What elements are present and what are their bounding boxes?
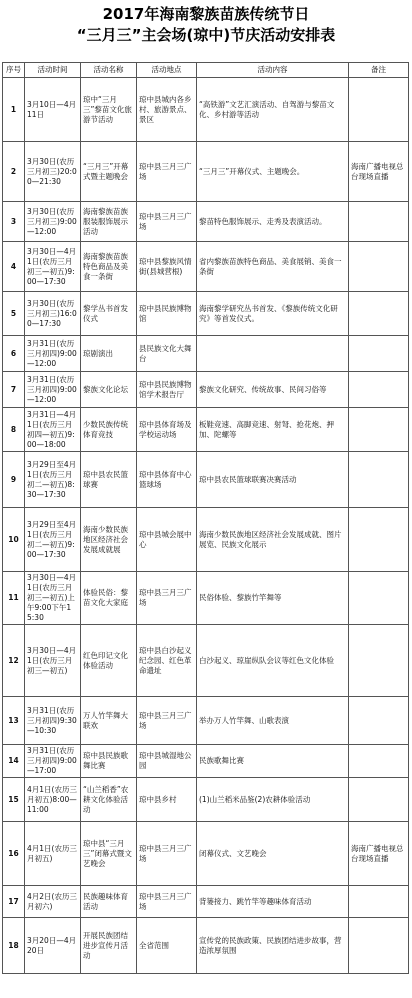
cell-name: 黎族文化论坛 bbox=[81, 372, 137, 408]
cell-content: 板鞋竞速、高脚竞速、射弩、抢花炮、押加、陀螺等 bbox=[197, 408, 349, 452]
cell-content: 宣传党的民族政策、民族团结进步故事，营造浓厚氛围 bbox=[197, 918, 349, 974]
cell-no: 9 bbox=[3, 452, 25, 508]
cell-no: 16 bbox=[3, 822, 25, 886]
cell-place: 琼中县三月三广场 bbox=[137, 572, 197, 625]
cell-note bbox=[349, 452, 409, 508]
col-header-note: 备注 bbox=[349, 63, 409, 78]
col-header-no: 序号 bbox=[3, 63, 25, 78]
table-row bbox=[3, 918, 409, 974]
cell-note bbox=[349, 78, 409, 142]
table-row bbox=[3, 452, 409, 508]
cell-note bbox=[349, 508, 409, 572]
cell-note bbox=[349, 572, 409, 625]
cell-content: 黎族文化研究、传统故事、民间习俗等 bbox=[197, 372, 349, 408]
table-row bbox=[3, 292, 409, 336]
col-header-name: 活动名称 bbox=[81, 63, 137, 78]
cell-time: 3月30日(农历三月初三)9:00—12:00 bbox=[25, 202, 81, 242]
cell-note bbox=[349, 697, 409, 745]
table-row bbox=[3, 778, 409, 822]
cell-no: 3 bbox=[3, 202, 25, 242]
cell-no: 6 bbox=[3, 336, 25, 372]
table-row bbox=[3, 336, 409, 372]
table-row bbox=[3, 202, 409, 242]
cell-name: 海南少数民族地区经济社会发展成就展 bbox=[81, 508, 137, 572]
cell-name: 开展民族团结进步宣传月活动 bbox=[81, 918, 137, 974]
cell-name: 琼中县农民篮球赛 bbox=[81, 452, 137, 508]
cell-no: 7 bbox=[3, 372, 25, 408]
cell-no: 12 bbox=[3, 625, 25, 697]
cell-name: 体验民俗：黎苗文化大家庭 bbox=[81, 572, 137, 625]
table-row bbox=[3, 372, 409, 408]
cell-content: 海南黎学研究丛书首发、《黎族传统文化研究》等首发仪式。 bbox=[197, 292, 349, 336]
cell-note bbox=[349, 372, 409, 408]
title-line-2: “三月三”主会场(琼中)节庆活动安排表 bbox=[76, 26, 336, 44]
cell-time: 3月30日—4月1日(农历三月初三—初五)9:00—17:30 bbox=[25, 242, 81, 292]
cell-name: 海南黎族苗族特色商品及美食一条街 bbox=[81, 242, 137, 292]
cell-content: 琼中县农民篮球联赛决赛活动 bbox=[197, 452, 349, 508]
table-row bbox=[3, 408, 409, 452]
col-header-content: 活动内容 bbox=[197, 63, 349, 78]
cell-name: 少数民族传统体育竞技 bbox=[81, 408, 137, 452]
cell-no: 18 bbox=[3, 918, 25, 974]
cell-time: 3月10日—4月11日 bbox=[25, 78, 81, 142]
cell-no: 2 bbox=[3, 142, 25, 202]
cell-note bbox=[349, 918, 409, 974]
cell-time: 3月20日—4月20日 bbox=[25, 918, 81, 974]
cell-content: 黎苗特色服饰展示、走秀及表演活动。 bbox=[197, 202, 349, 242]
cell-place: 琼中县民族博物馆学术报告厅 bbox=[137, 372, 197, 408]
cell-place: 琼中县三月三广场 bbox=[137, 886, 197, 918]
cell-time: 3月31日(农历三月初四)9:00—12:00 bbox=[25, 372, 81, 408]
cell-content: 举办万人竹竿舞、山歌表演 bbox=[197, 697, 349, 745]
cell-name: 民族趣味体育活动 bbox=[81, 886, 137, 918]
table-body bbox=[3, 78, 409, 974]
table-row bbox=[3, 822, 409, 886]
cell-content: 白沙起义、琼崖纵队会议等红色文化体验 bbox=[197, 625, 349, 697]
cell-name: 琼中“三月三”黎苗文化旅游节活动 bbox=[81, 78, 137, 142]
cell-place: 琼中县乡村 bbox=[137, 778, 197, 822]
cell-place: 县民族文化大舞台 bbox=[137, 336, 197, 372]
cell-place: 琼中县民族博物馆 bbox=[137, 292, 197, 336]
cell-content: (1)山兰稻米品鉴(2)农耕体验活动 bbox=[197, 778, 349, 822]
cell-place: 琼中县黎族风情街(县城营根) bbox=[137, 242, 197, 292]
col-header-time: 活动时间 bbox=[25, 63, 81, 78]
cell-note: 海南广播电视总台现场直播 bbox=[349, 142, 409, 202]
cell-place: 琼中县城内各乡村、旅游景点、景区 bbox=[137, 78, 197, 142]
cell-place: 琼中县白沙起义纪念园、红色革命遗址 bbox=[137, 625, 197, 697]
table-row bbox=[3, 886, 409, 918]
document-title bbox=[0, 0, 412, 62]
cell-time: 3月31日(农历三月初四)9:00—17:00 bbox=[25, 745, 81, 778]
cell-name: 黎学丛书首发仪式 bbox=[81, 292, 137, 336]
cell-no: 11 bbox=[3, 572, 25, 625]
cell-time: 3月30日(农历三月初三)16:00—17:30 bbox=[25, 292, 81, 336]
table-row bbox=[3, 625, 409, 697]
cell-time: 4月1日(农历三月初五)8:00—11:00 bbox=[25, 778, 81, 822]
title-line-1: 2017年海南黎族苗族传统节日 bbox=[102, 5, 310, 23]
cell-place: 琼中县三月三广场 bbox=[137, 697, 197, 745]
cell-time: 3月30日—4月1日(农历三月初三—初五)上午9:00下午15:30 bbox=[25, 572, 81, 625]
cell-time: 3月31日—4月1日(农历三月初四—初五)9:00—18:00 bbox=[25, 408, 81, 452]
cell-content: 省内黎族苗族特色商品、美食展销、美食一条街 bbox=[197, 242, 349, 292]
cell-place: 琼中县体育中心篮球场 bbox=[137, 452, 197, 508]
table-header bbox=[3, 63, 409, 78]
cell-content: 背篓接力、跳竹竿等趣味体育活动 bbox=[197, 886, 349, 918]
cell-content bbox=[197, 336, 349, 372]
cell-note bbox=[349, 202, 409, 242]
cell-content: 民族歌舞比赛 bbox=[197, 745, 349, 778]
table-row bbox=[3, 745, 409, 778]
cell-time: 3月30日(农历三月初三)20:00—21:30 bbox=[25, 142, 81, 202]
cell-no: 5 bbox=[3, 292, 25, 336]
cell-name: 红色印记文化体验活动 bbox=[81, 625, 137, 697]
cell-place: 琼中县三月三广场 bbox=[137, 142, 197, 202]
cell-time: 3月30日—4月1日(农历三月初三—初五) bbox=[25, 625, 81, 697]
cell-content: 闭幕仪式、文艺晚会 bbox=[197, 822, 349, 886]
cell-no: 8 bbox=[3, 408, 25, 452]
cell-place: 琼中县三月三广场 bbox=[137, 822, 197, 886]
schedule-table bbox=[2, 62, 409, 974]
cell-time: 4月2日(农历三月初六) bbox=[25, 886, 81, 918]
cell-no: 13 bbox=[3, 697, 25, 745]
cell-note bbox=[349, 408, 409, 452]
cell-time: 3月29日至4月1日(农历三月初二—初五)8:30—17:30 bbox=[25, 452, 81, 508]
col-header-place: 活动地点 bbox=[137, 63, 197, 78]
cell-time: 3月31日(农历三月初四)9:30—10:30 bbox=[25, 697, 81, 745]
table-row bbox=[3, 78, 409, 142]
table-row bbox=[3, 697, 409, 745]
cell-place: 琼中县城湿地公园 bbox=[137, 745, 197, 778]
cell-no: 10 bbox=[3, 508, 25, 572]
cell-no: 1 bbox=[3, 78, 25, 142]
cell-no: 14 bbox=[3, 745, 25, 778]
cell-place: 琼中县三月三广场 bbox=[137, 202, 197, 242]
cell-content: “三月三”开幕仪式、主题晚会。 bbox=[197, 142, 349, 202]
cell-note bbox=[349, 886, 409, 918]
cell-name: 海南黎族苗族服装服饰展示活动 bbox=[81, 202, 137, 242]
cell-content: 海南少数民族地区经济社会发展成就、图片展览、民族文化展示 bbox=[197, 508, 349, 572]
cell-note: 海南广播电视总台现场直播 bbox=[349, 822, 409, 886]
cell-no: 4 bbox=[3, 242, 25, 292]
cell-name: 琼中县民族歌舞比赛 bbox=[81, 745, 137, 778]
table-row bbox=[3, 142, 409, 202]
cell-note bbox=[349, 242, 409, 292]
cell-content: “高铁游”文艺汇演活动、自驾游与黎苗文化、乡村游等活动 bbox=[197, 78, 349, 142]
cell-no: 17 bbox=[3, 886, 25, 918]
cell-time: 3月29日至4月1日(农历三月初二—初五)9:00—17:30 bbox=[25, 508, 81, 572]
cell-name: 琼中县“三月三”闭幕式暨文艺晚会 bbox=[81, 822, 137, 886]
cell-note bbox=[349, 336, 409, 372]
cell-note bbox=[349, 625, 409, 697]
cell-note bbox=[349, 778, 409, 822]
cell-name: 琼剧演出 bbox=[81, 336, 137, 372]
table-row bbox=[3, 508, 409, 572]
table-row bbox=[3, 242, 409, 292]
cell-content: 民俗体验、黎族竹竿舞等 bbox=[197, 572, 349, 625]
cell-name: “三月三”开幕式暨主题晚会 bbox=[81, 142, 137, 202]
cell-name: “山兰稻香”农耕文化体验活动 bbox=[81, 778, 137, 822]
cell-name: 万人竹竿舞大联欢 bbox=[81, 697, 137, 745]
cell-place: 琼中县体育场及学校运动场 bbox=[137, 408, 197, 452]
table-row bbox=[3, 572, 409, 625]
cell-time: 4月1日(农历三月初五) bbox=[25, 822, 81, 886]
cell-place: 全省范围 bbox=[137, 918, 197, 974]
cell-place: 琼中县城会展中心 bbox=[137, 508, 197, 572]
cell-note bbox=[349, 745, 409, 778]
cell-note bbox=[349, 292, 409, 336]
cell-no: 15 bbox=[3, 778, 25, 822]
cell-time: 3月31日(农历三月初四)9:00—12:00 bbox=[25, 336, 81, 372]
